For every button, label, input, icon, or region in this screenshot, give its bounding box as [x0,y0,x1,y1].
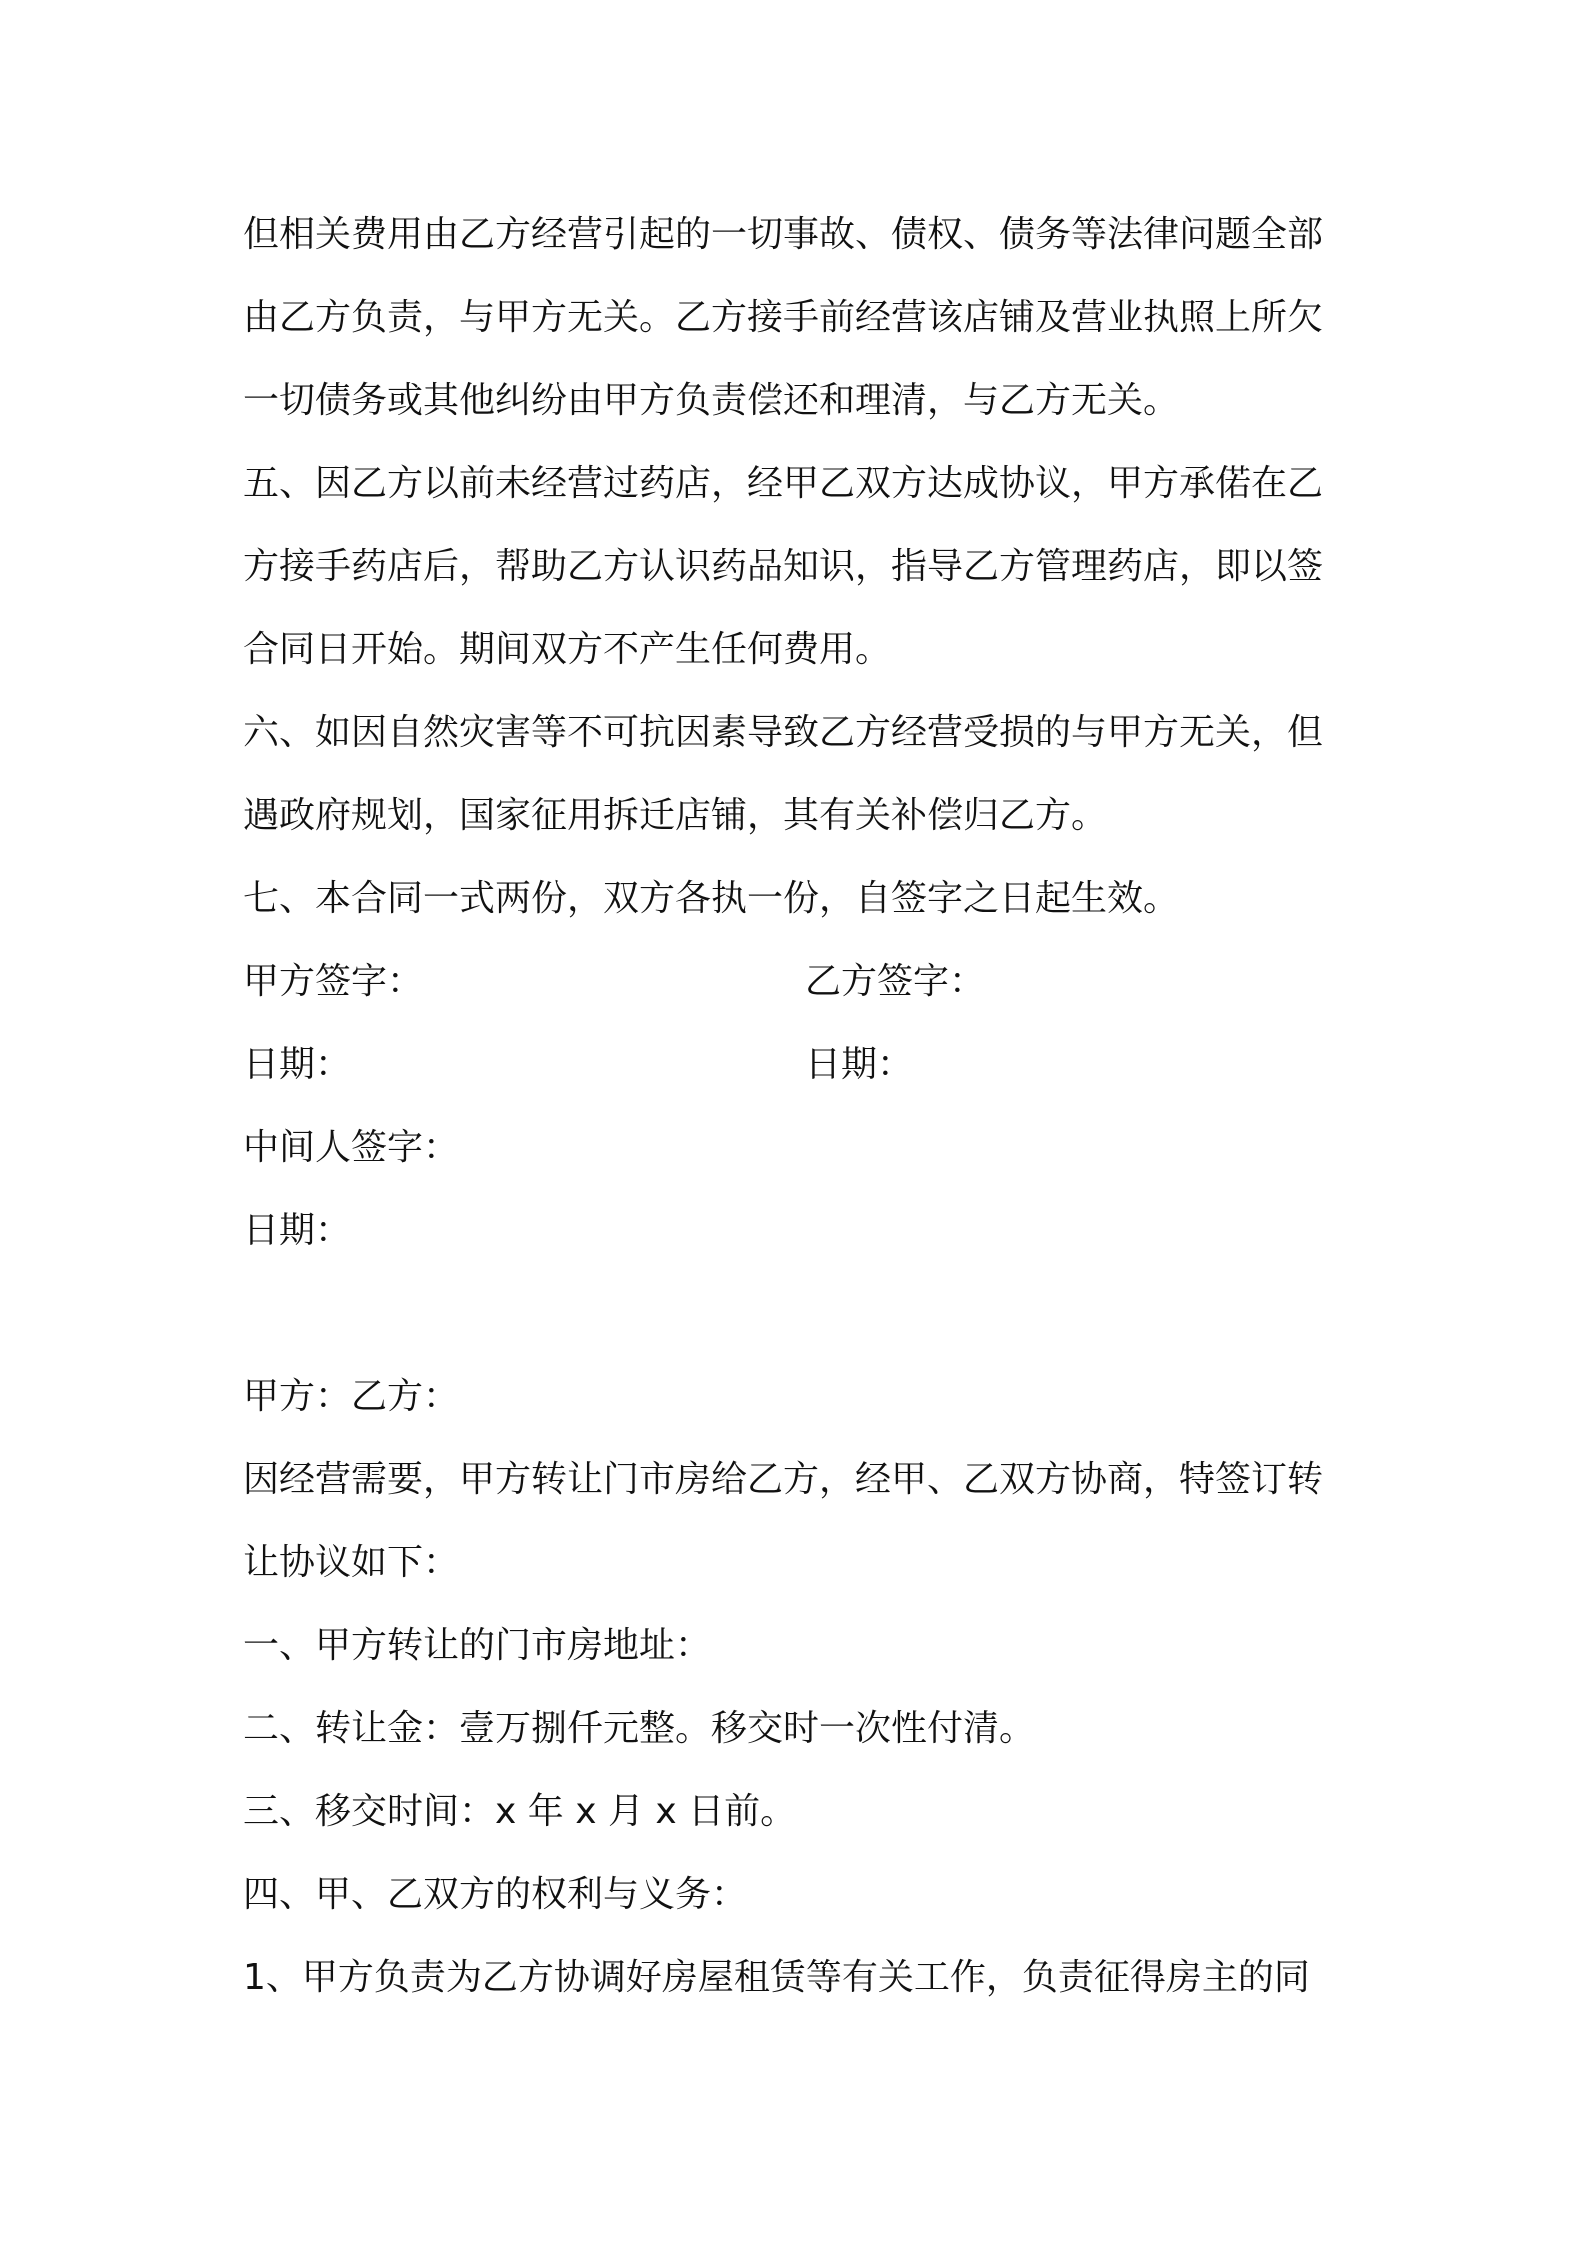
clause-five-line: 五、因乙方以前未经营过药店，经甲乙双方达成协议，甲方承偌在乙 [243,463,1324,504]
clause-five-line: 方接手药店后，帮助乙方认识药品知识，指导乙方管理药店，即以签 [243,546,1324,587]
second-agreement-intro-line: 因经营需要，甲方转让门市房给乙方，经甲、乙双方协商，特签订转 [243,1459,1324,1500]
clause-five-line: 合同日开始。期间双方不产生任何费用。 [243,629,892,670]
item-one-address: 一、甲方转让的门市房地址： [243,1625,712,1666]
party-a-date-label: 日期： [243,1044,352,1085]
item-four-rights-obligations: 四、甲、乙双方的权利与义务： [243,1874,748,1915]
paragraph-line: 但相关费用由乙方经营引起的一切事故、债权、债务等法律问题全部 [243,214,1324,255]
section-gap [243,1272,1363,1355]
item-four-sub-one: 1、甲方负责为乙方协调好房屋租赁等有关工作，负责征得房主的同 [243,1957,1310,1998]
item-two-transfer-fee: 二、转让金：壹万捌仟元整。移交时一次性付清。 [243,1708,1036,1749]
party-b-signature-label: 乙方签字： [805,961,986,1002]
middleman-signature-label: 中间人签字： [243,1127,460,1168]
middleman-date-label: 日期： [243,1210,352,1251]
party-b-date-label: 日期： [805,1044,914,1085]
clause-six-line: 六、如因自然灾害等不可抗因素导致乙方经营受损的与甲方无关，但 [243,712,1324,753]
party-a-signature-label: 甲方签字： [243,961,424,1002]
clause-seven: 七、本合同一式两份，双方各执一份，自签字之日起生效。 [243,878,1180,919]
signature-row-dates [243,1023,1363,1106]
item-three-handover-time: 三、移交时间：x 年 x 月 x 日前。 [243,1791,797,1832]
second-agreement-parties: 甲方：乙方： [243,1376,460,1417]
paragraph-line: 一切债务或其他纠纷由甲方负责偿还和理清，与乙方无关。 [243,380,1180,421]
second-agreement-intro-line: 让协议如下： [243,1542,460,1583]
signature-row-parties [243,940,1363,1023]
paragraph-line: 由乙方负责，与甲方无关。乙方接手前经营该店铺及营业执照上所欠 [243,297,1324,338]
clause-six-line: 遇政府规划，国家征用拆迁店铺，其有关补偿归乙方。 [243,795,1108,836]
document-body [243,193,1363,2019]
